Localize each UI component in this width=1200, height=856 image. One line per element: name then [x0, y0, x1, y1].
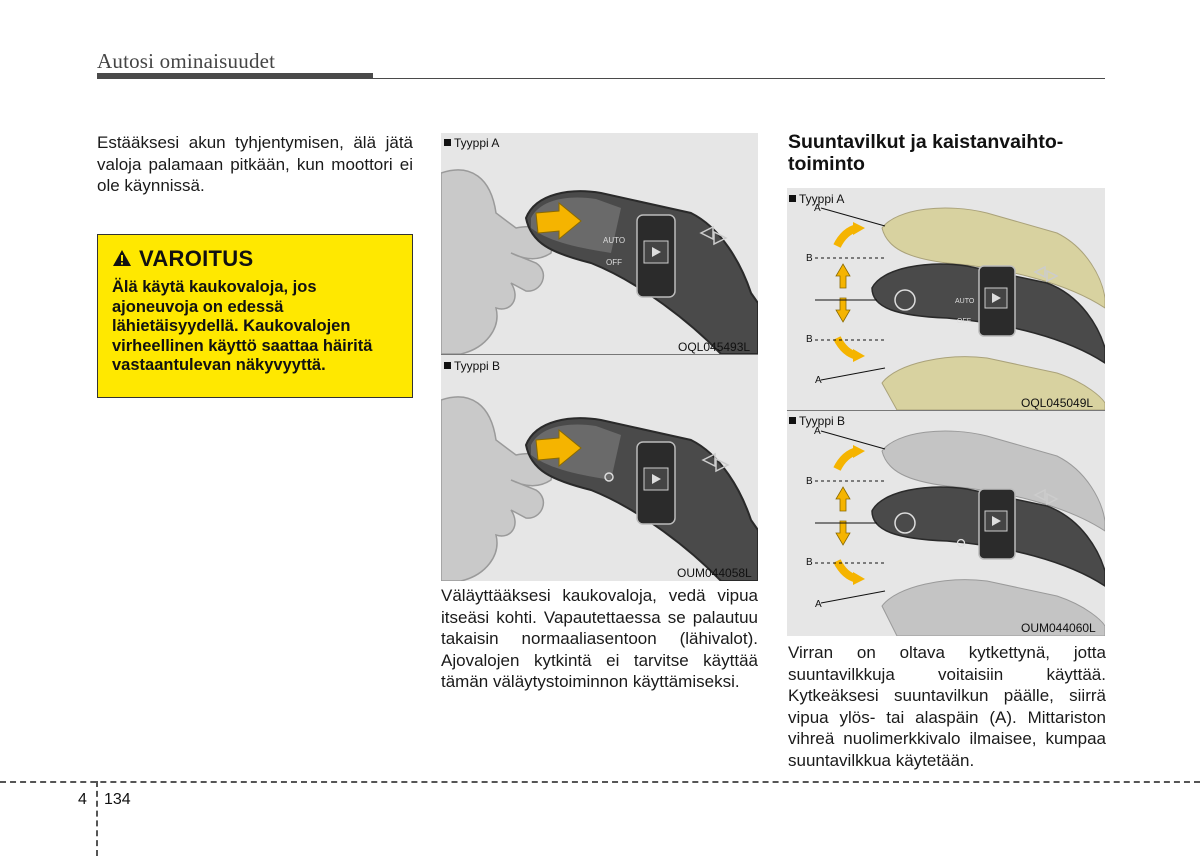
figure-type-b-flash: [441, 355, 758, 581]
figure-type-a-flash: [441, 133, 758, 354]
warning-heading: [112, 246, 253, 272]
signal-figure-a-code: OQL045049L: [1021, 396, 1094, 410]
figure-type-a-signal: [787, 188, 1105, 410]
bullet-square-icon: [444, 362, 451, 369]
chapter-number: 4: [78, 791, 87, 808]
header-rule: [373, 78, 1105, 79]
footer-divider: [96, 781, 98, 856]
warning-text: Älä käytä kaukovaloja, jos ajoneuvoja on edessä lähietäisyydellä. Kaukovalojen virheellinen käyttö saattaa häiritä vastaantulevan näkyvyyttä.: [112, 278, 373, 374]
turn-signal-illustration-b: [787, 411, 1105, 636]
running-header: Autosi ominaisuudet: [97, 49, 276, 73]
label-b-top-b: B: [806, 476, 813, 487]
stalk-pull-illustration-b: [441, 355, 758, 581]
stalk-off-label: OFF: [957, 318, 971, 325]
bullet-square-icon: [789, 195, 796, 202]
signal-paragraph: Virran on oltava kytkettynä, jotta suuntavilkkuja voitaisiin käyttää. Kytkeäksesi suuntavilkun päälle, siirrä vipua ylös- tai alaspäin (A). Mittariston vihreä nuolimerkkivalo ilmaisee, kumpaa suuntavilkkua käytetään.: [788, 643, 1106, 770]
label-a-top: A: [814, 203, 821, 214]
header-bar: [97, 73, 373, 79]
warning-triangle-icon: [112, 249, 132, 267]
battery-paragraph: Estääksesi akun tyhjentymisen, älä jätä valoja palamaan pitkään, kun moottori ei ole käynnissä.: [97, 133, 413, 195]
label-b-bottom: B: [806, 334, 813, 345]
stalk-auto-label: AUTO: [603, 236, 626, 245]
figure-a-code: OQL045493L: [678, 340, 751, 354]
label-a-top-b: A: [814, 426, 821, 437]
label-a-bottom-b: A: [815, 599, 822, 610]
stalk-off-label: OFF: [606, 258, 622, 267]
turn-signal-illustration-a: [787, 188, 1105, 410]
figure-type-b-signal: [787, 411, 1105, 636]
stalk-pull-illustration: [441, 133, 758, 354]
label-b-bottom-b: B: [806, 557, 813, 568]
warning-title: VAROITUS: [139, 246, 254, 271]
figure-a-caption: Tyyppi A: [444, 136, 499, 150]
figure-b-code: OUM044058L: [677, 566, 752, 580]
warning-box: [97, 234, 413, 398]
signal-figure-b-code: OUM044060L: [1021, 621, 1096, 635]
section-heading: Suuntavilkut ja kaistanvaihto- toiminto: [788, 131, 1064, 175]
footer-rule: [0, 781, 1200, 783]
flash-paragraph: Väläyttääksesi kaukovaloja, vedä vipua itseäsi kohti. Vapautettaessa se palautuu takaisin normaaliasentoon (lähivalot). Ajovalojen kytkintä ei tarvitse käyttää tämän väläytystoiminnon käyttämiseksi.: [441, 586, 758, 691]
page-number: 134: [104, 791, 131, 808]
bullet-square-icon: [444, 139, 451, 146]
signal-figure-b-caption: Tyyppi B: [789, 414, 845, 428]
label-b-top: B: [806, 253, 813, 264]
signal-figure-a-caption: Tyyppi A: [789, 192, 844, 206]
label-a-bottom: A: [815, 375, 822, 386]
stalk-auto-label: AUTO: [955, 298, 975, 305]
figure-b-caption: Tyyppi B: [444, 359, 500, 373]
bullet-square-icon: [789, 417, 796, 424]
